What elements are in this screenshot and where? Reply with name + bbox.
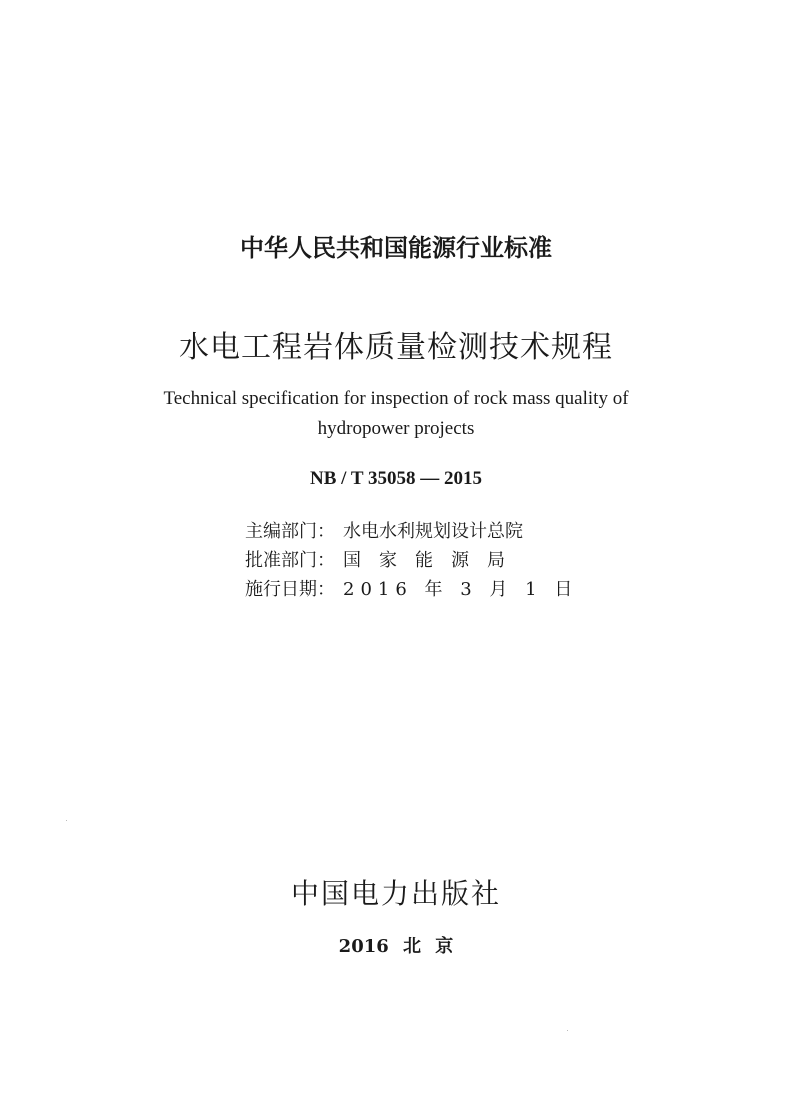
document-title-english-line2: hydropower projects bbox=[317, 418, 475, 439]
document-title-chinese: 水电工程岩体质量检测技术规程 bbox=[179, 330, 613, 365]
meta-effective-label: 施行日期： bbox=[245, 579, 335, 600]
meta-approver-value: 国家能源局 bbox=[343, 550, 523, 571]
meta-editor-row bbox=[245, 518, 523, 546]
meta-approver-row bbox=[245, 547, 523, 575]
meta-effective-value: 2016 年 3 月 1 日 bbox=[343, 579, 579, 600]
meta-editor-label: 主编部门： bbox=[245, 521, 335, 542]
standard-category: 中华人民共和国能源行业标准 bbox=[240, 234, 552, 262]
meta-editor-value: 水电水利规划设计总院 bbox=[343, 521, 523, 542]
meta-approver-label: 批准部门： bbox=[245, 550, 335, 571]
publisher-name: 中国电力出版社 bbox=[290, 877, 501, 910]
scan-speck bbox=[567, 1030, 568, 1031]
meta-effective-row bbox=[245, 576, 578, 604]
publication-year-place: 2016 北 京 bbox=[338, 936, 454, 957]
standard-number: NB / T 35058 — 2015 bbox=[310, 468, 482, 489]
document-title-english-line1: Technical specification for inspection of rock mass quality of bbox=[163, 388, 629, 409]
scan-speck bbox=[66, 820, 67, 821]
